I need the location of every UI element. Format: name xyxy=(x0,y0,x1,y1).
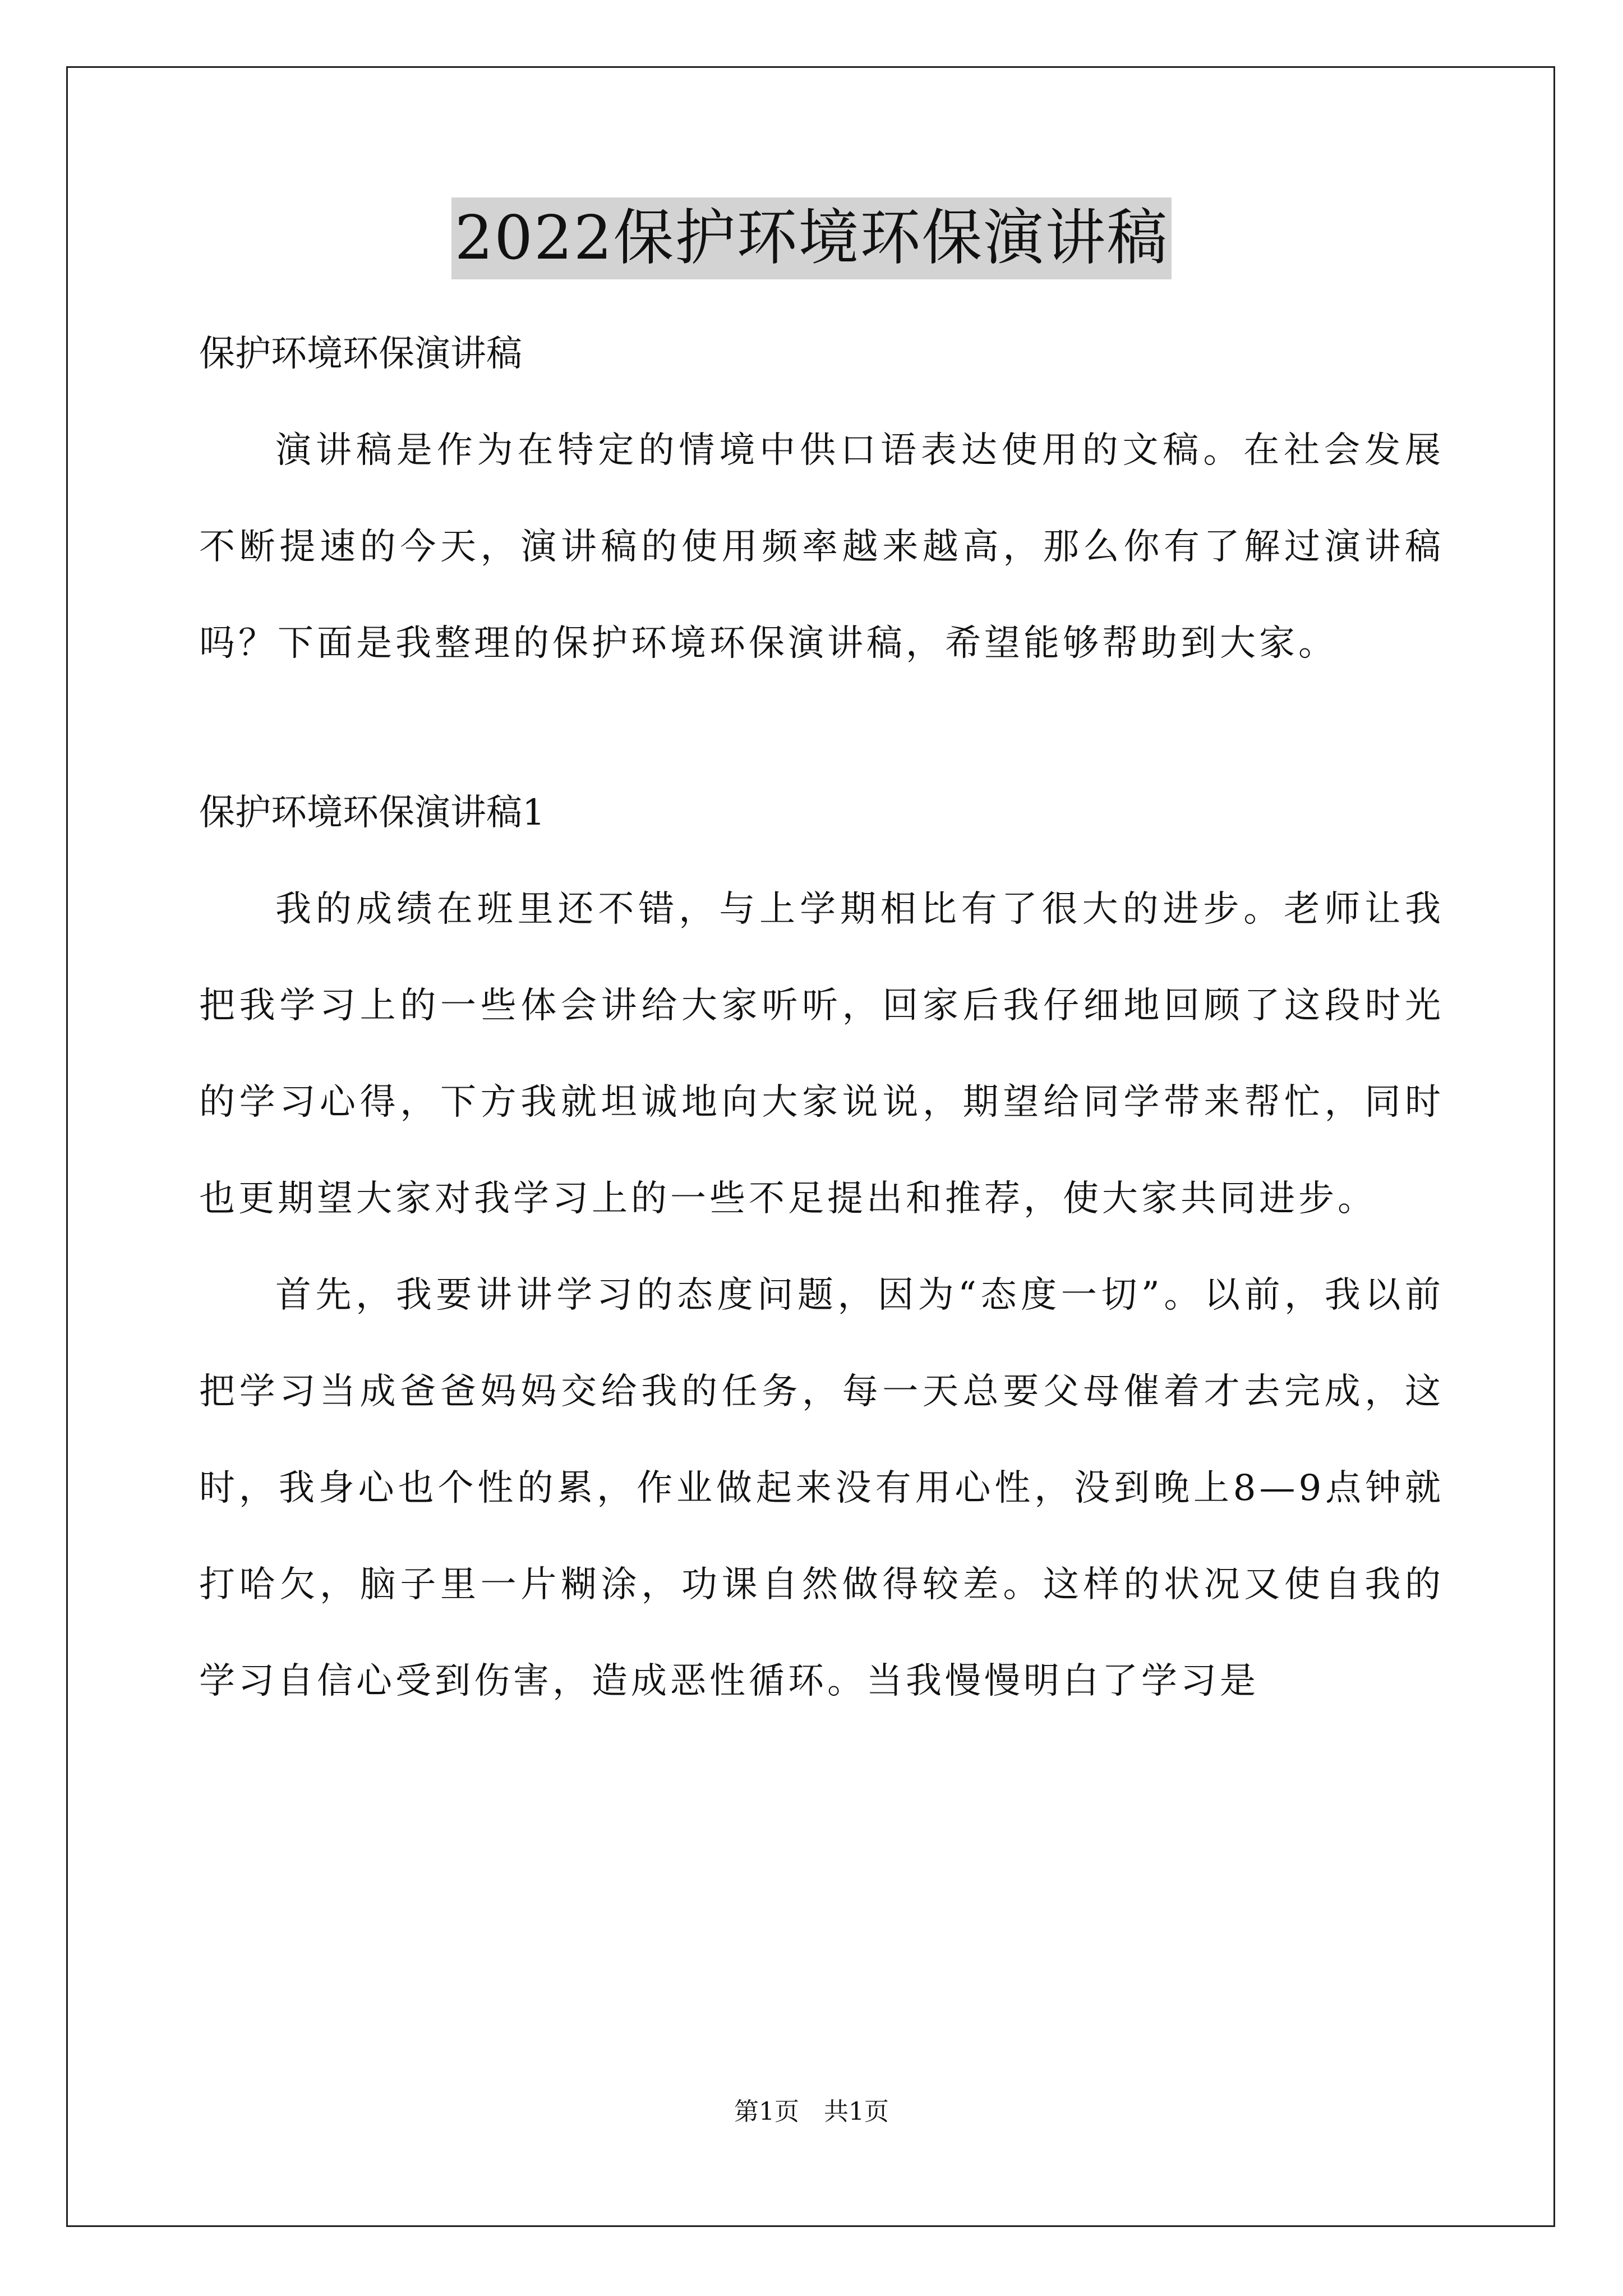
document-title: 2022保护环境环保演讲稿 xyxy=(451,197,1172,279)
section-heading: 保护环境环保演讲稿1 xyxy=(199,792,545,834)
title-wrap xyxy=(0,197,1623,279)
body-paragraph-1: 我的成绩在班里还不错，与上学期相比有了很大的进步。老师让我把我学习上的一些体会讲给大家听听，回家后我仔细地回顾了这段时光的学习心得，下方我就坦诚地向大家说说，期望给同学带来帮忙，同时也更期望大家对我学习上的一些不足提出和推荐，使大家共同进步。 xyxy=(199,889,1444,1220)
page-footer: 第1页 共1页 xyxy=(734,2097,889,2126)
intro-paragraph: 演讲稿是作为在特定的情境中供口语表达使用的文稿。在社会发展不断提速的今天，演讲稿的使用频率越来越高，那么你有了解过演讲稿吗？下面是我整理的保护环境环保演讲稿，希望能够帮助到大家。 xyxy=(199,430,1444,664)
body-paragraph-2: 首先，我要讲讲学习的态度问题，因为“态度一切”。以前，我以前把学习当成爸爸妈妈交给我的任务，每一天总要父母催着才去完成，这时，我身心也个性的累，作业做起来没有用心性，没到晚上8—9点钟就打哈欠，脑子里一片糊涂，功课自然做得较差。这样的状况又使自我的学习自信心受到伤害，造成恶性循环。当我慢慢明白了学习是 xyxy=(199,1274,1444,1702)
subtitle: 保护环境环保演讲稿 xyxy=(199,333,522,375)
section-gap xyxy=(199,692,1444,765)
document-body xyxy=(199,306,1444,1729)
